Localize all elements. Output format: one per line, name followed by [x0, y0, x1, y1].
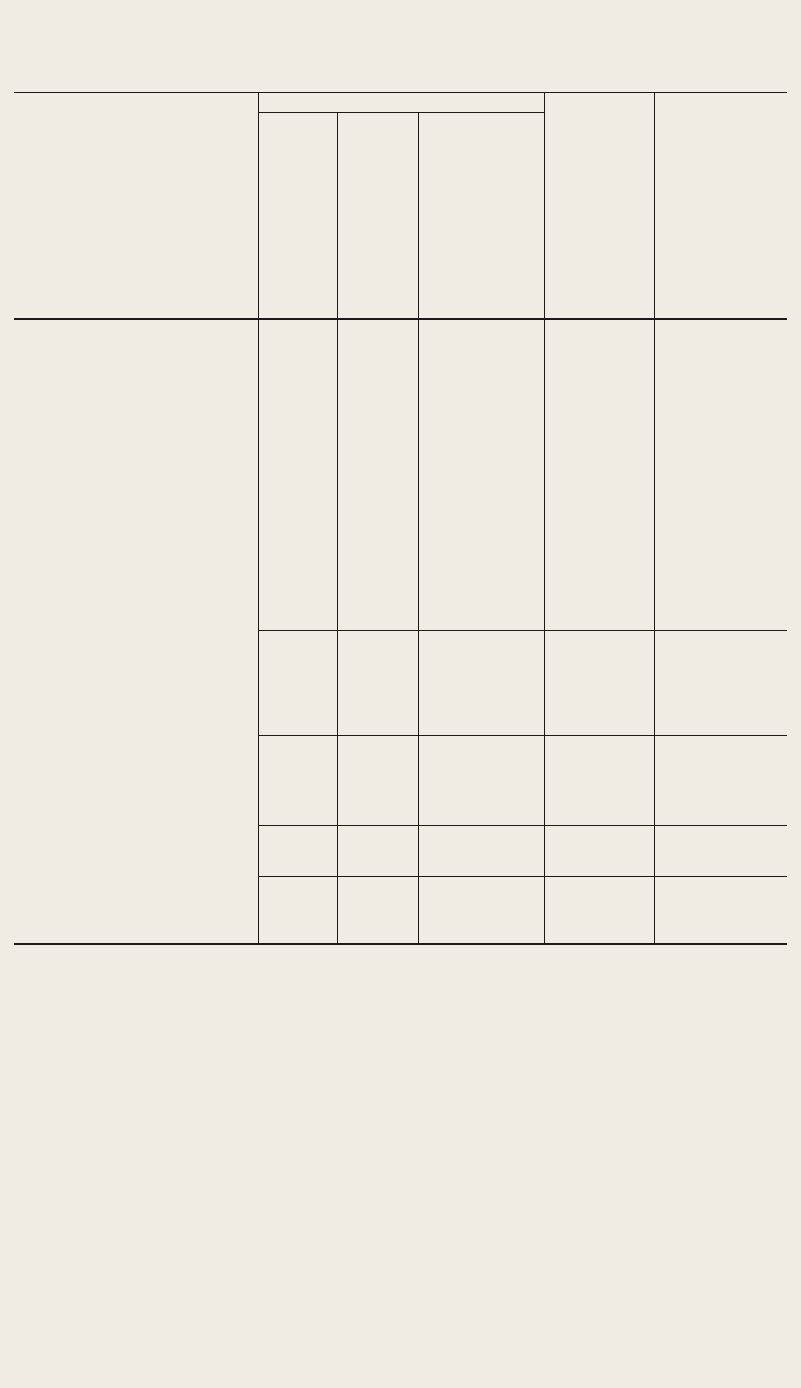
kandyan-sum-rule	[258, 825, 787, 826]
col-rule-4	[544, 92, 545, 944]
maritime-sum-rule	[258, 630, 787, 631]
kandy-rows-rule	[258, 735, 787, 736]
admitted-rule	[258, 112, 544, 113]
table-bottom-rule	[14, 943, 787, 945]
island-sum-rule	[258, 876, 787, 877]
col-rule-2	[337, 112, 338, 944]
page-header	[0, 20, 801, 60]
col-rule-1	[258, 92, 259, 944]
header-bottom-rule	[14, 318, 787, 320]
col-rule-5	[654, 92, 655, 944]
col-rule-3	[418, 112, 419, 944]
table-top-rule	[14, 92, 787, 93]
